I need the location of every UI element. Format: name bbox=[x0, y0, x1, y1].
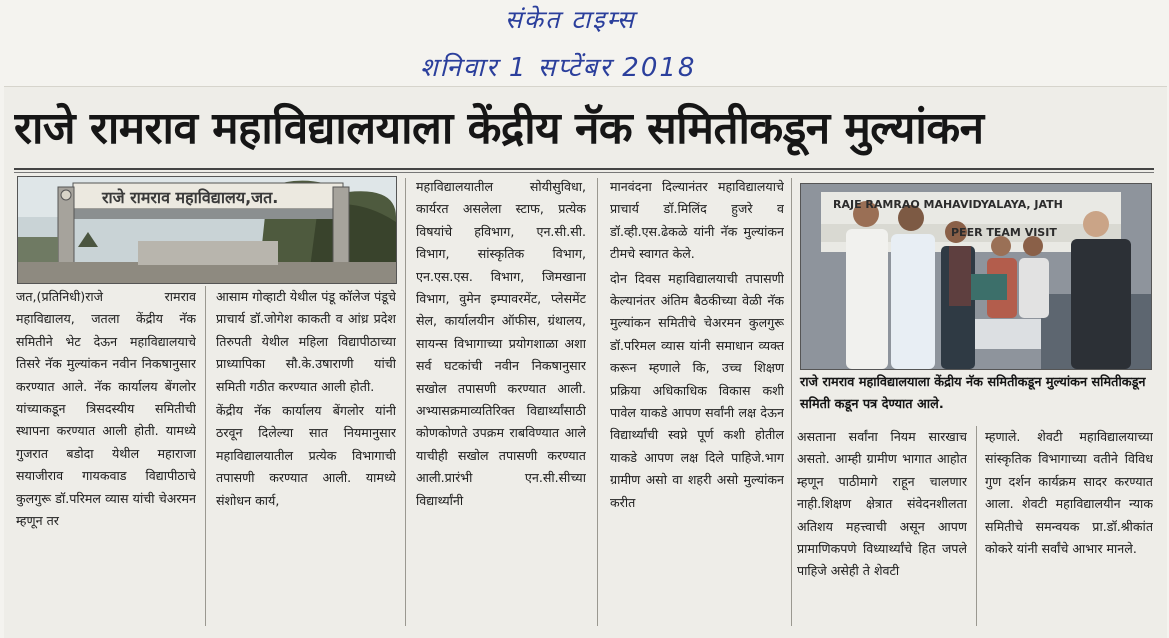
article-column-3 bbox=[416, 176, 586, 626]
column-divider bbox=[791, 178, 792, 626]
headline-rule-thin bbox=[14, 172, 1154, 173]
article-paragraph: महाविद्यालयातील सोयीसुविधा, कार्यरत असलेला स्टाफ, प्रत्येक विषयांचे हविभाग, एन.सी.सी. विभाग, सांस्कृतिक विभाग, एन.एस.एस. विभाग, जिमखाना विभाग, वुमेन इम्पावरमेंट, प्लेसमेंट सेल, कार्यालयीन ऑफीस, ग्रंथालय, सायन्स विभागाच्या प्रयोगशाळा अशा सर्व घटकांची नवीन निकषानुसार सखोल तपासणी करण्यात आली. अभ्यासक्रमाव्यतिरिक्त विद्यार्थ्यांसाठी कोणकोणते उपक्रम राबविण्यात आले याचीही सखोल तपासणी करण्यात आली.प्रारंभी एन.सी.सीच्या विद्यार्थ्यांनी bbox=[416, 179, 586, 508]
article-column-1 bbox=[16, 286, 196, 626]
article-paragraph: दोन दिवस महाविद्यालयाची तपासणी केल्यानंतर अंतिम बैठकीच्या वेळी नॅक मुल्यांकन समितीचे चेअरमन कुलगुरू डॉ.परिमल व्यास यांनी समाधान व्यक्त करून म्हणाले कि, उच्च शिक्षण प्रक्रिया अधिकाधिक विकास कशी पावेल याकडे आपण सर्वांनी लक्ष देऊन विद्यार्थ्यांची स्वप्ने पूर्ण कशी होतील याकडे आपण लक्ष दिले पाहिजे.भाग ग्रामीण असो वा शहरी असो मुल्यांकन करीत bbox=[610, 270, 784, 510]
peer-team-illustration bbox=[801, 184, 1151, 369]
peer-team-banner-text: RAJE RAMRAO MAHAVIDYALAYA, JATH bbox=[833, 198, 1063, 211]
column-divider bbox=[205, 286, 206, 626]
handwritten-publication-name: संकेत टाइम्स bbox=[505, 5, 636, 34]
article-paragraph: जत,(प्रतिनिधी)राजे रामराव महाविद्यालय, जतला केंद्रीय नॅक समितीने भेट देऊन महाविद्यालयाचे तिसरे नॅक मुल्यांकन नवीन निकषानुसार करण्यात आले. नॅक कार्यालय बेंगलोर यांच्याकडून त्रिसदस्यीय समितीची स्थापना करण्यात आली होती. यामध्ये गुजरात बडोदा येथील महाराजा सयाजीराव गायकवाड विद्यापीठाचे कुलगुरू डॉ.परिमल व्यास यांची चेअरमन म्हणून तर bbox=[16, 289, 196, 529]
article-paragraph: म्हणाले. शेवटी महाविद्यालयाच्या सांस्कृतिक विभागाच्या वतीने विविध गुण दर्शन कार्यक्रम सादर करण्यात आला. शेवटी महाविद्यालयीन न्याक समितीचे समन्वयक प्रा.डॉ.श्रीकांत कोकरे यांनी सर्वांचे आभार मानले. bbox=[985, 429, 1153, 557]
headline: राजे रामराव महाविद्यालयाला केंद्रीय नॅक समितीकडून मुल्यांकन bbox=[14, 103, 984, 154]
college-gate-photo bbox=[17, 176, 397, 284]
article-paragraph: असताना सर्वांना नियम सारखाच असतो. आम्ही ग्रामीण भागात आहोत म्हणून पाठीमागे राहून चालणार नाही.शिक्षण क्षेत्रात संवेदनशीलता अतिशय महत्त्वाची असून आपण प्रामाणिकपणे विध्यार्थ्यांचे हित जपले पाहिजे असेही ते शेवटी bbox=[797, 429, 967, 579]
college-gate-sign-text: राजे रामराव महाविद्यालय,जत. bbox=[102, 188, 279, 207]
photo-caption: राजे रामराव महाविद्यालयाला केंद्रीय नॅक समितीकडून मुल्यांकन समितीकडून समिती कडून पत्र देण्यात आले. bbox=[800, 375, 1146, 412]
article-paragraph: केंद्रीय नॅक कार्यालय बेंगलोर यांनी ठरवून दिलेल्या सात नियमानुसार महाविद्यालयातील प्रत्येक विभागाची तपासणी करण्यात आली. यामध्ये संशोधन कार्य, bbox=[216, 403, 396, 508]
article-column-5 bbox=[797, 426, 967, 626]
peer-team-banner-subtext: PEER TEAM VISIT bbox=[951, 226, 1057, 239]
headline-rule bbox=[14, 168, 1154, 170]
article-paragraph: आसाम गोव्हाटी येथील पंडू कॉलेज पंडूचे प्राचार्य डॉ.जोगेश काकती व आंध्र प्रदेश तिरुपती येथील महिला विद्यापीठाच्या प्राध्यापिका सौ.के.उषाराणी यांची समिती गठीत करण्यात आली होती. bbox=[216, 289, 396, 394]
article-column-6 bbox=[985, 426, 1153, 626]
peer-team-photo bbox=[800, 183, 1152, 370]
column-divider bbox=[976, 426, 977, 626]
column-divider bbox=[405, 178, 406, 626]
handwritten-date: शनिवार 1 सप्टेंबर 2018 bbox=[420, 53, 697, 83]
article-column-4 bbox=[610, 176, 784, 626]
article-column-2 bbox=[216, 286, 396, 626]
article-paragraph: मानवंदना दिल्यानंतर महाविद्यालयाचे प्राचार्य डॉ.मिलिंद हुजरे व डॉ.व्ही.एस.ढेकळे यांनी नॅक मुल्यांकन टीमचे स्वागत केले. bbox=[610, 179, 784, 262]
column-divider bbox=[597, 178, 598, 626]
